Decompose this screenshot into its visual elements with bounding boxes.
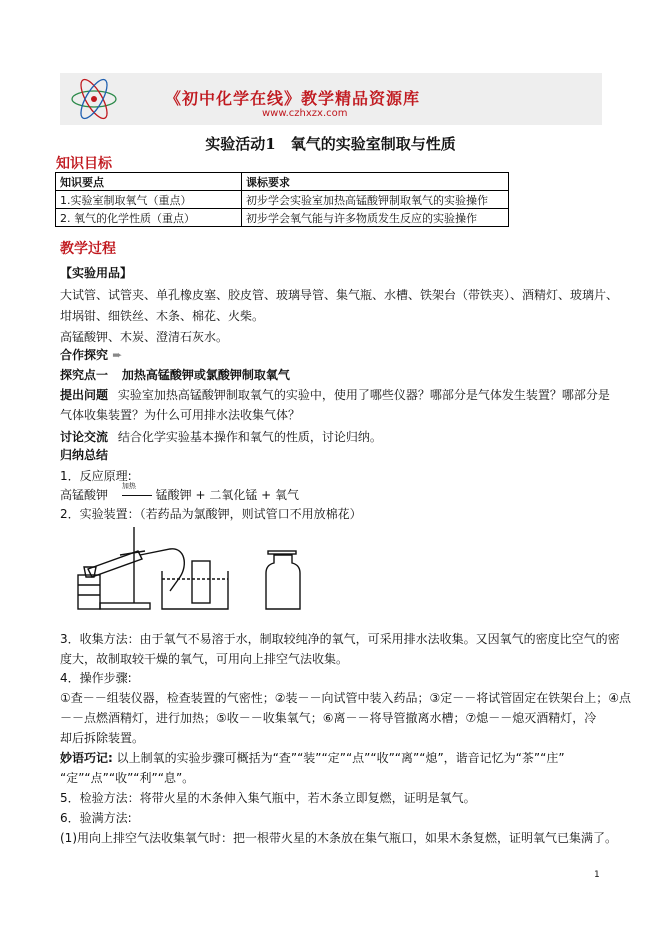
table-cell: 初步学会实验室加热高锰酸钾制取氧气的实验操作 <box>242 191 509 209</box>
page-title: 实验活动1 氧气的实验室制取与性质 <box>205 135 456 153</box>
tip-line <box>60 749 565 768</box>
question-text-2: 气体收集装置？为什么可用排水法收集气体？ <box>60 408 301 422</box>
reaction-right: 锰酸钾 + 二氧化锰 + 氧气 <box>155 488 300 502</box>
materials-line: 坩埚钳、细铁丝、木条、棉花、火柴。 <box>60 309 265 323</box>
collecting-bottle <box>192 561 210 603</box>
materials-heading: 【实验用品】 <box>60 266 133 280</box>
gas-bottle <box>266 555 300 609</box>
summary-item: 6．验满方法: <box>60 811 132 825</box>
summary-item: 5．检验方法：将带火星的木条伸入集气瓶中，若木条立即复燃，证明是氧气。 <box>60 791 476 805</box>
page-number: 1 <box>594 870 600 880</box>
knowledge-table <box>55 172 509 227</box>
summary-item: 3．收集方法：由于氧气不易溶于水，制取较纯净的氧气，可采用排水法收集。又因氧气的密度比空气的密 <box>60 632 620 646</box>
table-cell: 2. 氧气的化学性质（重点） <box>56 209 242 227</box>
explore-heading <box>60 346 122 365</box>
arrow-right-icon: ➨ <box>112 348 123 362</box>
reaction-left: 高锰酸钾 <box>60 488 109 502</box>
steps-line: －－点燃酒精灯，进行加热；⑤收－－收集氧气；⑥离－－将导管撤离水槽；⑦熄－－熄灭酒精灯，冷 <box>60 711 597 725</box>
banner-url: www.czhxzx.com <box>262 108 348 119</box>
process-heading: 教学过程 <box>60 241 116 257</box>
steps-line: 却后拆除装置。 <box>60 731 145 745</box>
reaction-arrow <box>121 482 152 505</box>
table-header-cell: 知识要点 <box>56 173 242 191</box>
summary-heading: 归纳总结 <box>60 448 109 462</box>
banner-title: 《初中化学在线》教学精品资源库 <box>165 89 421 108</box>
summary-item: 1．反应原理: <box>60 469 132 483</box>
materials-line: 高锰酸钾、木炭、澄清石灰水。 <box>60 330 229 344</box>
table-header-cell: 课标要求 <box>242 173 509 191</box>
summary-item: 度大，故制取较干燥的氧气，可用向上排空气法收集。 <box>60 652 349 666</box>
explore-heading-text: 合作探究 <box>60 348 109 362</box>
summary-item: (1)用向上排空气法收集氧气时：把一根带火星的木条放在集气瓶口，如果木条复燃，证明氧气已集满了。 <box>60 831 618 845</box>
summary-item: 4．操作步骤: <box>60 671 132 685</box>
explore-point-label: 探究点一 <box>60 368 109 382</box>
stand-base <box>100 603 150 609</box>
question-label: 提出问题 <box>60 388 109 402</box>
tip-label: 妙语巧记: <box>60 751 113 765</box>
table-cell: 初步学会氧气能与许多物质发生反应的实验操作 <box>242 209 509 227</box>
table-row <box>56 209 509 227</box>
reaction-condition: 加热 <box>121 482 136 490</box>
wood-block <box>78 575 100 609</box>
tip-text: 以上制氧的实验步骤可概括为“查”“装”“定”“点”“收”“离”“熄”，谐音记忆为“茶”“庄” <box>116 751 565 765</box>
reaction-equation <box>60 482 300 505</box>
summary-item: 2．实验装置：（若药品为氯酸钾，则试管口不用放棉花） <box>60 507 362 521</box>
glass-plate <box>268 551 296 554</box>
tip-line-2: “定”“点”“收”“利”“息”。 <box>60 771 195 785</box>
discuss-label: 讨论交流 <box>60 430 109 444</box>
discuss-text: 结合化学实验基本操作和氧气的性质，讨论归纳。 <box>117 430 382 444</box>
discuss-line <box>60 428 382 447</box>
table-cell: 1.实验室制取氧气（重点） <box>56 191 242 209</box>
question-line <box>60 386 610 405</box>
question-text: 实验室加热高锰酸钾制取氧气的实验中，使用了哪些仪器？哪部分是气体发生装置？哪部分是 <box>117 388 610 402</box>
table-header-row <box>56 173 509 191</box>
apparatus-diagram <box>70 525 320 615</box>
knowledge-heading: 知识目标 <box>56 156 112 172</box>
explore-point-title: 加热高锰酸钾或氯酸钾制取氧气 <box>121 368 290 382</box>
explore-point <box>60 366 290 385</box>
materials-line: 大试管、试管夹、单孔橡皮塞、胶皮管、玻璃导管、集气瓶、水槽、铁架台（带铁夹）、酒精灯、玻璃片、 <box>60 288 619 302</box>
steps-line: ①查－－组装仪器，检查装置的气密性；②装－－向试管中装入药品；③定－－将试管固定在铁架台上；④点 <box>60 691 632 705</box>
table-row <box>56 191 509 209</box>
